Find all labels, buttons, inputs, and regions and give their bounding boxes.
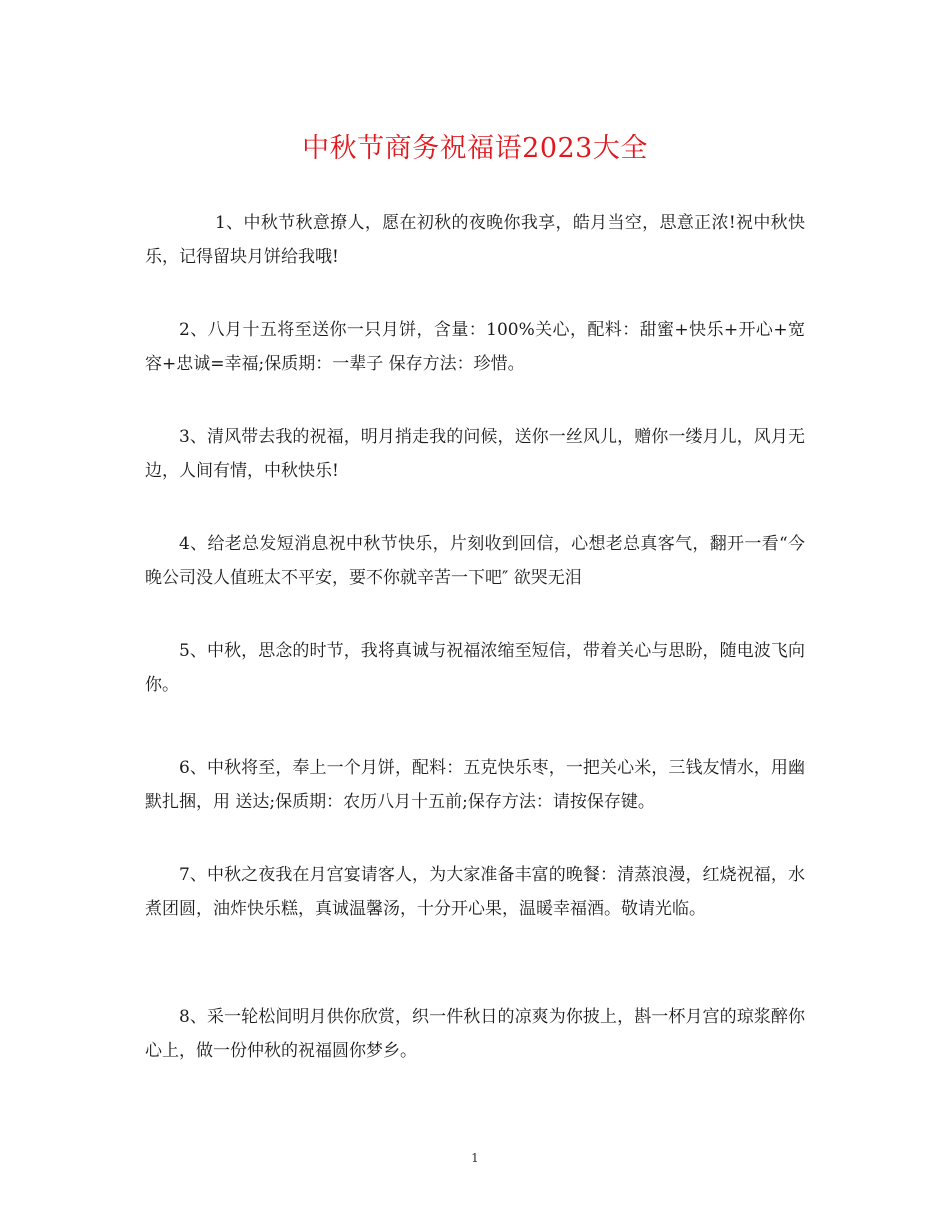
document-title: 中秋节商务祝福语2023大全 (302, 133, 648, 164)
paragraph-3: 3、清风带去我的祝福，明月捎走我的问候，送你一丝风儿，赠你一缕月儿，风月无边，人间有情，中秋快乐! (145, 427, 805, 481)
paragraph-4: 4、给老总发短消息祝中秋节快乐，片刻收到回信，心想老总真客气，翻开一看“今晚公司没人值班太不平安，要不你就辛苦一下吧″ 欲哭无泪 (145, 534, 805, 588)
paragraph-5: 5、中秋，思念的时节，我将真诚与祝福浓缩至短信，带着关心与思盼，随电波飞向你。 (145, 641, 805, 695)
paragraph-8: 8、采一轮松间明月供你欣赏，织一件秋日的凉爽为你披上，斟一杯月宫的琼浆醉你心上，做一份仲秋的祝福圆你梦乡。 (145, 1007, 805, 1061)
paragraph-2: 2、八月十五将至送你一只月饼，含量：100%关心，配料：甜蜜+快乐+开心+宽容+忠诚=幸福;保质期：一辈子 保存方法：珍惜。 (145, 320, 805, 374)
paragraph-1: 1、中秋节秋意撩人，愿在初秋的夜晚你我享，皓月当空，思意正浓!祝中秋快乐，记得留块月饼给我哦! (145, 213, 805, 267)
page-number: 1 (471, 1151, 479, 1165)
paragraph-7: 7、中秋之夜我在月宫宴请客人，为大家准备丰富的晚餐：清蒸浪漫，红烧祝福，水煮团圆，油炸快乐糕，真诚温馨汤，十分开心果，温暖幸福酒。敬请光临。 (145, 865, 805, 919)
paragraph-6: 6、中秋将至，奉上一个月饼，配料：五克快乐枣，一把关心米，三钱友情水，用幽默扎捆，用 送达;保质期：农历八月十五前;保存方法：请按保存键。 (145, 758, 805, 812)
